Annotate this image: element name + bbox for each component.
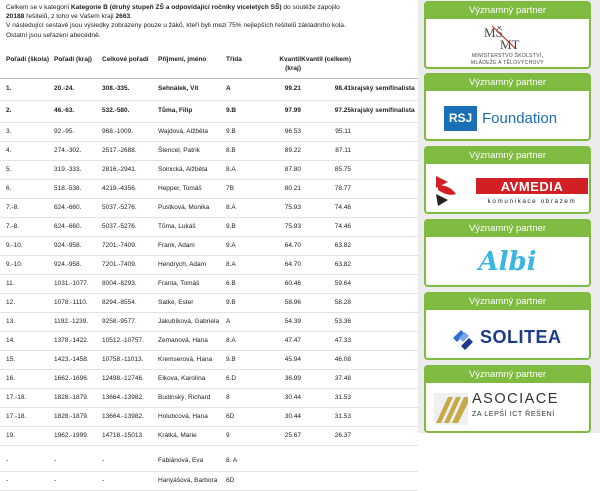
student-class: 9.B	[226, 293, 266, 312]
quantile-region: 54.39	[266, 312, 301, 331]
rank-overall: 12498.-12746.	[102, 369, 158, 388]
rank-overall: 2816.-2941.	[102, 160, 158, 179]
col-quantile-region: Kvantil (kraj)	[266, 52, 301, 78]
partner-card-avmedia[interactable]	[424, 146, 591, 214]
student-name: Sehnálek, Vít	[158, 78, 226, 100]
rank-school: 12.	[6, 293, 54, 312]
col-rank-overall: Celkové pořadí	[102, 52, 158, 78]
rank-school: 3.	[6, 122, 54, 141]
row-spacer	[351, 141, 418, 160]
quantile-total: 74.46	[301, 217, 351, 236]
student-class: 8. A	[226, 452, 266, 471]
quantile-region	[266, 471, 301, 490]
quantile-total: 98.41	[301, 78, 351, 100]
table-row	[0, 274, 418, 293]
student-name: Jakubíková, Gabriela	[158, 312, 226, 331]
student-name: Kremserová, Hana	[158, 350, 226, 369]
rank-overall: 7201.-7409.	[102, 255, 158, 274]
table-row	[0, 388, 418, 407]
asociace-logo	[426, 383, 589, 431]
rank-overall: 2517.-2688.	[102, 141, 158, 160]
partner-header: Významný partner	[426, 221, 589, 237]
student-name: Budinský, Richard	[158, 388, 226, 407]
row-spacer	[351, 274, 418, 293]
student-class: 9.B	[226, 217, 266, 236]
row-spacer	[351, 350, 418, 369]
msmt-name-1: MINISTERSTVO ŠKOLSTVÍ,	[471, 53, 544, 59]
asociace-tagline: ZA LEPŠÍ ICT ŘEŠENÍ	[472, 411, 555, 418]
row-spacer	[351, 452, 418, 471]
rank-school: 11.	[6, 274, 54, 293]
asociace-mark-icon	[434, 393, 468, 425]
svg-text:MŠ: MŠ	[484, 25, 503, 40]
student-class: 8.B	[226, 141, 266, 160]
table-row	[0, 350, 418, 369]
table-row	[0, 236, 418, 255]
quantile-total: 85.75	[301, 160, 351, 179]
rank-region: 92.-95.	[54, 122, 102, 141]
partner-sidebar	[418, 0, 600, 433]
svg-text:MT: MT	[500, 37, 520, 52]
student-class: 9.B	[226, 100, 266, 122]
table-row	[0, 312, 418, 331]
rank-region: 1828.-1879.	[54, 388, 102, 407]
category-name: Kategorie B (druhý stupeň ZŠ a odpovídající ročníky víceletých SŠ)	[70, 4, 282, 11]
quantile-region: 80.21	[266, 179, 301, 198]
rank-school: 6.	[6, 179, 54, 198]
rank-school: 9.-10.	[6, 236, 54, 255]
student-name: Hepper, Tomáš	[158, 179, 226, 198]
quantile-region: 75.93	[266, 198, 301, 217]
solitea-logo	[426, 310, 589, 358]
rank-overall: 5037.-5276.	[102, 217, 158, 236]
student-name: Tůma, Lukáš	[158, 217, 226, 236]
student-class: 9.A	[226, 236, 266, 255]
student-name: Zemanová, Hana	[158, 331, 226, 350]
row-spacer	[351, 217, 418, 236]
quantile-region: 64.70	[266, 236, 301, 255]
rank-school: 7.-8.	[6, 198, 54, 217]
rank-region: 1078.-1110.	[54, 293, 102, 312]
student-class: 7B	[226, 179, 266, 198]
results-table	[0, 52, 418, 491]
intro-line-3: V následující sestavě jsou výsledky zobrazeny pouze u žáků, kteří byli mezi 75% nejlepších řešitelů základního kola.	[6, 22, 346, 30]
quantile-total: 95.11	[301, 122, 351, 141]
rank-school: 15.	[6, 350, 54, 369]
rank-overall: 10758.-11013.	[102, 350, 158, 369]
rank-overall: 9258.-9577.	[102, 312, 158, 331]
quantile-total: 31.53	[301, 407, 351, 426]
student-class: 8.A	[226, 198, 266, 217]
rank-school: 5.	[6, 160, 54, 179]
rank-region: 518.-538.	[54, 179, 102, 198]
rank-overall: 308.-335.	[102, 78, 158, 100]
asociace-name: ASOCIACE	[472, 391, 559, 407]
rank-region: 46.-63.	[54, 100, 102, 122]
quantile-region: 30.44	[266, 407, 301, 426]
partner-header: Významný partner	[426, 294, 589, 310]
rsj-box: RSJ	[444, 106, 477, 131]
quantile-region: 47.47	[266, 331, 301, 350]
rank-region: 924.-958.	[54, 236, 102, 255]
quantile-region: 45.94	[266, 350, 301, 369]
student-class: 8.A	[226, 160, 266, 179]
rank-region: 624.-660.	[54, 198, 102, 217]
student-name: Hanyášová, Barbora	[158, 471, 226, 490]
row-spacer	[351, 293, 418, 312]
advancement-badge: krajský semifinalista	[351, 100, 418, 122]
quantile-total: 74.46	[301, 198, 351, 217]
student-name: Tůma, Filip	[158, 100, 226, 122]
student-class: 6.D	[226, 369, 266, 388]
student-class: 8.A	[226, 331, 266, 350]
quantile-total: 59.64	[301, 274, 351, 293]
intro-text-d: .	[130, 13, 132, 21]
rank-region: 1962.-1999.	[54, 426, 102, 445]
rank-region: 274.-302.	[54, 141, 102, 160]
rsj-text: Foundation	[482, 110, 558, 127]
rank-school: 1.	[6, 78, 54, 100]
row-spacer	[351, 426, 418, 445]
row-spacer	[351, 407, 418, 426]
col-rank-school: Pořadí (škola)	[6, 52, 54, 78]
rank-overall: -	[102, 452, 158, 471]
quantile-region	[266, 452, 301, 471]
rank-overall: 8004.-8293.	[102, 274, 158, 293]
table-row	[0, 160, 418, 179]
rank-school: 2.	[6, 100, 54, 122]
rank-region: 1378.-1422.	[54, 331, 102, 350]
rank-region: -	[54, 471, 102, 490]
rank-region: 1192.-1239.	[54, 312, 102, 331]
partner-card-solitea[interactable]	[424, 292, 591, 360]
student-name: Satke, Ester	[158, 293, 226, 312]
table-row	[0, 100, 418, 122]
solitea-text: SOLITEA	[480, 327, 562, 347]
table-row	[0, 179, 418, 198]
partner-header: Významný partner	[426, 367, 589, 383]
quantile-total: 58.28	[301, 293, 351, 312]
quantile-region: 99.21	[266, 78, 301, 100]
albi-text: Albi	[478, 247, 537, 277]
rank-region: 624.-660.	[54, 217, 102, 236]
intro-line-2	[6, 12, 418, 21]
rank-region: 319.-333.	[54, 160, 102, 179]
rank-overall: 5037.-5276.	[102, 198, 158, 217]
rank-school: 9.-10.	[6, 255, 54, 274]
rank-school: 16.	[6, 369, 54, 388]
quantile-region: 96.53	[266, 122, 301, 141]
rank-overall: 532.-580.	[102, 100, 158, 122]
partner-card-albi[interactable]	[424, 219, 591, 287]
row-spacer	[351, 255, 418, 274]
table-row	[0, 471, 418, 490]
rank-school: 7.-8.	[6, 217, 54, 236]
rank-overall: 13664.-13982.	[102, 407, 158, 426]
advancement-badge: krajský semifinalista	[351, 78, 418, 100]
rank-school: 14.	[6, 331, 54, 350]
table-row	[0, 407, 418, 426]
table-row	[0, 217, 418, 236]
student-class: 8.A	[226, 255, 266, 274]
rank-region: 1423.-1458.	[54, 350, 102, 369]
partner-card-rsj[interactable]	[424, 73, 591, 141]
col-rank-region: Pořadí (kraj)	[54, 52, 102, 78]
quantile-total: 97.25	[301, 100, 351, 122]
student-name: Hendrych, Adam	[158, 255, 226, 274]
table-row	[0, 122, 418, 141]
row-spacer	[351, 312, 418, 331]
msmt-emblem-icon	[482, 23, 528, 51]
quantile-region: 89.22	[266, 141, 301, 160]
student-name: Pustková, Monika	[158, 198, 226, 217]
quantile-region: 58.96	[266, 293, 301, 312]
row-spacer	[351, 369, 418, 388]
intro-text	[6, 3, 418, 40]
table-row	[0, 198, 418, 217]
albi-logo	[426, 237, 589, 285]
rank-overall: 14718.-15013.	[102, 426, 158, 445]
student-class: 6D	[226, 407, 266, 426]
total-solvers: 20188	[6, 13, 25, 21]
msmt-name-2: MLÁDEŽE A TĚLOVÝCHOVY	[471, 60, 544, 66]
region-solvers: 2663	[115, 13, 131, 21]
student-class: 9.B	[226, 122, 266, 141]
quantile-region: 64.70	[266, 255, 301, 274]
intro-text-c: řešitelů, z toho ve Vašem kraji	[24, 13, 116, 21]
student-name: Frank, Adam	[158, 236, 226, 255]
student-class: A	[226, 78, 266, 100]
partner-card-msmt[interactable]	[424, 1, 591, 69]
rank-school: 17.-18.	[6, 407, 54, 426]
avmedia-tagline: komunikace obrazem	[487, 198, 577, 205]
rank-overall: 7201.-7409.	[102, 236, 158, 255]
quantile-total: 78.77	[301, 179, 351, 198]
avmedia-logo-icon	[434, 170, 594, 210]
rank-overall: -	[102, 471, 158, 490]
intro-text-a: Celkem se v kategorii	[6, 4, 71, 11]
msmt-logo	[426, 19, 589, 67]
table-row	[0, 331, 418, 350]
student-name: Holubcová, Hana	[158, 407, 226, 426]
quantile-total: 37.48	[301, 369, 351, 388]
student-class: 6D	[226, 471, 266, 490]
table-row	[0, 78, 418, 100]
student-class: 6.B	[226, 274, 266, 293]
row-spacer	[351, 331, 418, 350]
rank-school: 4.	[6, 141, 54, 160]
quantile-total: 26.37	[301, 426, 351, 445]
table-row	[0, 426, 418, 445]
rank-region: 1031.-1077.	[54, 274, 102, 293]
student-class: 8	[226, 388, 266, 407]
rank-school: -	[6, 452, 54, 471]
rank-overall: 968.-1009.	[102, 122, 158, 141]
col-name: Příjmení, jméno	[158, 52, 226, 78]
solitea-mark-icon	[450, 325, 476, 351]
row-spacer	[351, 236, 418, 255]
rank-school: -	[6, 471, 54, 490]
partner-header: Významný partner	[426, 3, 589, 19]
quantile-region: 87.80	[266, 160, 301, 179]
avmedia-brand: AVMEDIA	[500, 179, 564, 194]
rsj-logo	[426, 91, 589, 139]
partner-header: Významný partner	[426, 75, 589, 91]
quantile-total	[301, 471, 351, 490]
row-spacer	[351, 122, 418, 141]
partner-card-asociace[interactable]	[424, 365, 591, 433]
rank-overall: 4219.-4356.	[102, 179, 158, 198]
student-class: 9.B	[226, 350, 266, 369]
rank-region: -	[54, 452, 102, 471]
quantile-total	[301, 452, 351, 471]
student-name: Wajdová, Alžběta	[158, 122, 226, 141]
partner-header: Významný partner	[426, 148, 589, 164]
quantile-total: 87.11	[301, 141, 351, 160]
table-row	[0, 452, 418, 471]
intro-text-b: do soutěže zapojilo	[281, 4, 340, 11]
quantile-total: 53.36	[301, 312, 351, 331]
student-class: A	[226, 312, 266, 331]
quantile-total: 63.82	[301, 236, 351, 255]
table-row	[0, 255, 418, 274]
row-spacer	[351, 471, 418, 490]
table-header-row	[0, 52, 418, 78]
intro-line-4: Ostatní jsou seřazeni abecedně.	[6, 31, 101, 39]
table-separator	[0, 445, 418, 452]
quantile-total: 46.08	[301, 350, 351, 369]
rank-region: 1828.-1879.	[54, 407, 102, 426]
col-quantile-total: Kvantil (celkem)	[301, 52, 351, 78]
quantile-region: 25.67	[266, 426, 301, 445]
row-spacer	[351, 388, 418, 407]
quantile-region: 36.99	[266, 369, 301, 388]
rank-region: 20.-24.	[54, 78, 102, 100]
quantile-region: 60.46	[266, 274, 301, 293]
student-name: Fabiánová, Eva	[158, 452, 226, 471]
table-row	[0, 369, 418, 388]
rank-school: 17.-18.	[6, 388, 54, 407]
row-spacer	[351, 160, 418, 179]
rank-region: 924.-958.	[54, 255, 102, 274]
student-name: Krátká, Marie	[158, 426, 226, 445]
row-spacer	[351, 179, 418, 198]
quantile-total: 47.33	[301, 331, 351, 350]
student-name: Elkova, Karolína	[158, 369, 226, 388]
rank-overall: 10512.-10757.	[102, 331, 158, 350]
quantile-total: 63.82	[301, 255, 351, 274]
quantile-region: 75.93	[266, 217, 301, 236]
rank-school: 19.	[6, 426, 54, 445]
table-row	[0, 293, 418, 312]
rank-overall: 8294.-8554.	[102, 293, 158, 312]
rank-school: 13.	[6, 312, 54, 331]
quantile-region: 97.99	[266, 100, 301, 122]
rank-region: 1662.-1696.	[54, 369, 102, 388]
student-class: 9	[226, 426, 266, 445]
table-row	[0, 141, 418, 160]
quantile-region: 30.44	[266, 388, 301, 407]
student-name: Štencel, Patrik	[158, 141, 226, 160]
row-spacer	[351, 198, 418, 217]
avmedia-logo	[426, 164, 589, 212]
col-class: Třída	[226, 52, 266, 78]
quantile-total: 31.53	[301, 388, 351, 407]
student-name: Solnická, Alžběta	[158, 160, 226, 179]
student-name: Franta, Tomáš	[158, 274, 226, 293]
rank-overall: 13664.-13982.	[102, 388, 158, 407]
intro-line-1	[6, 3, 418, 12]
